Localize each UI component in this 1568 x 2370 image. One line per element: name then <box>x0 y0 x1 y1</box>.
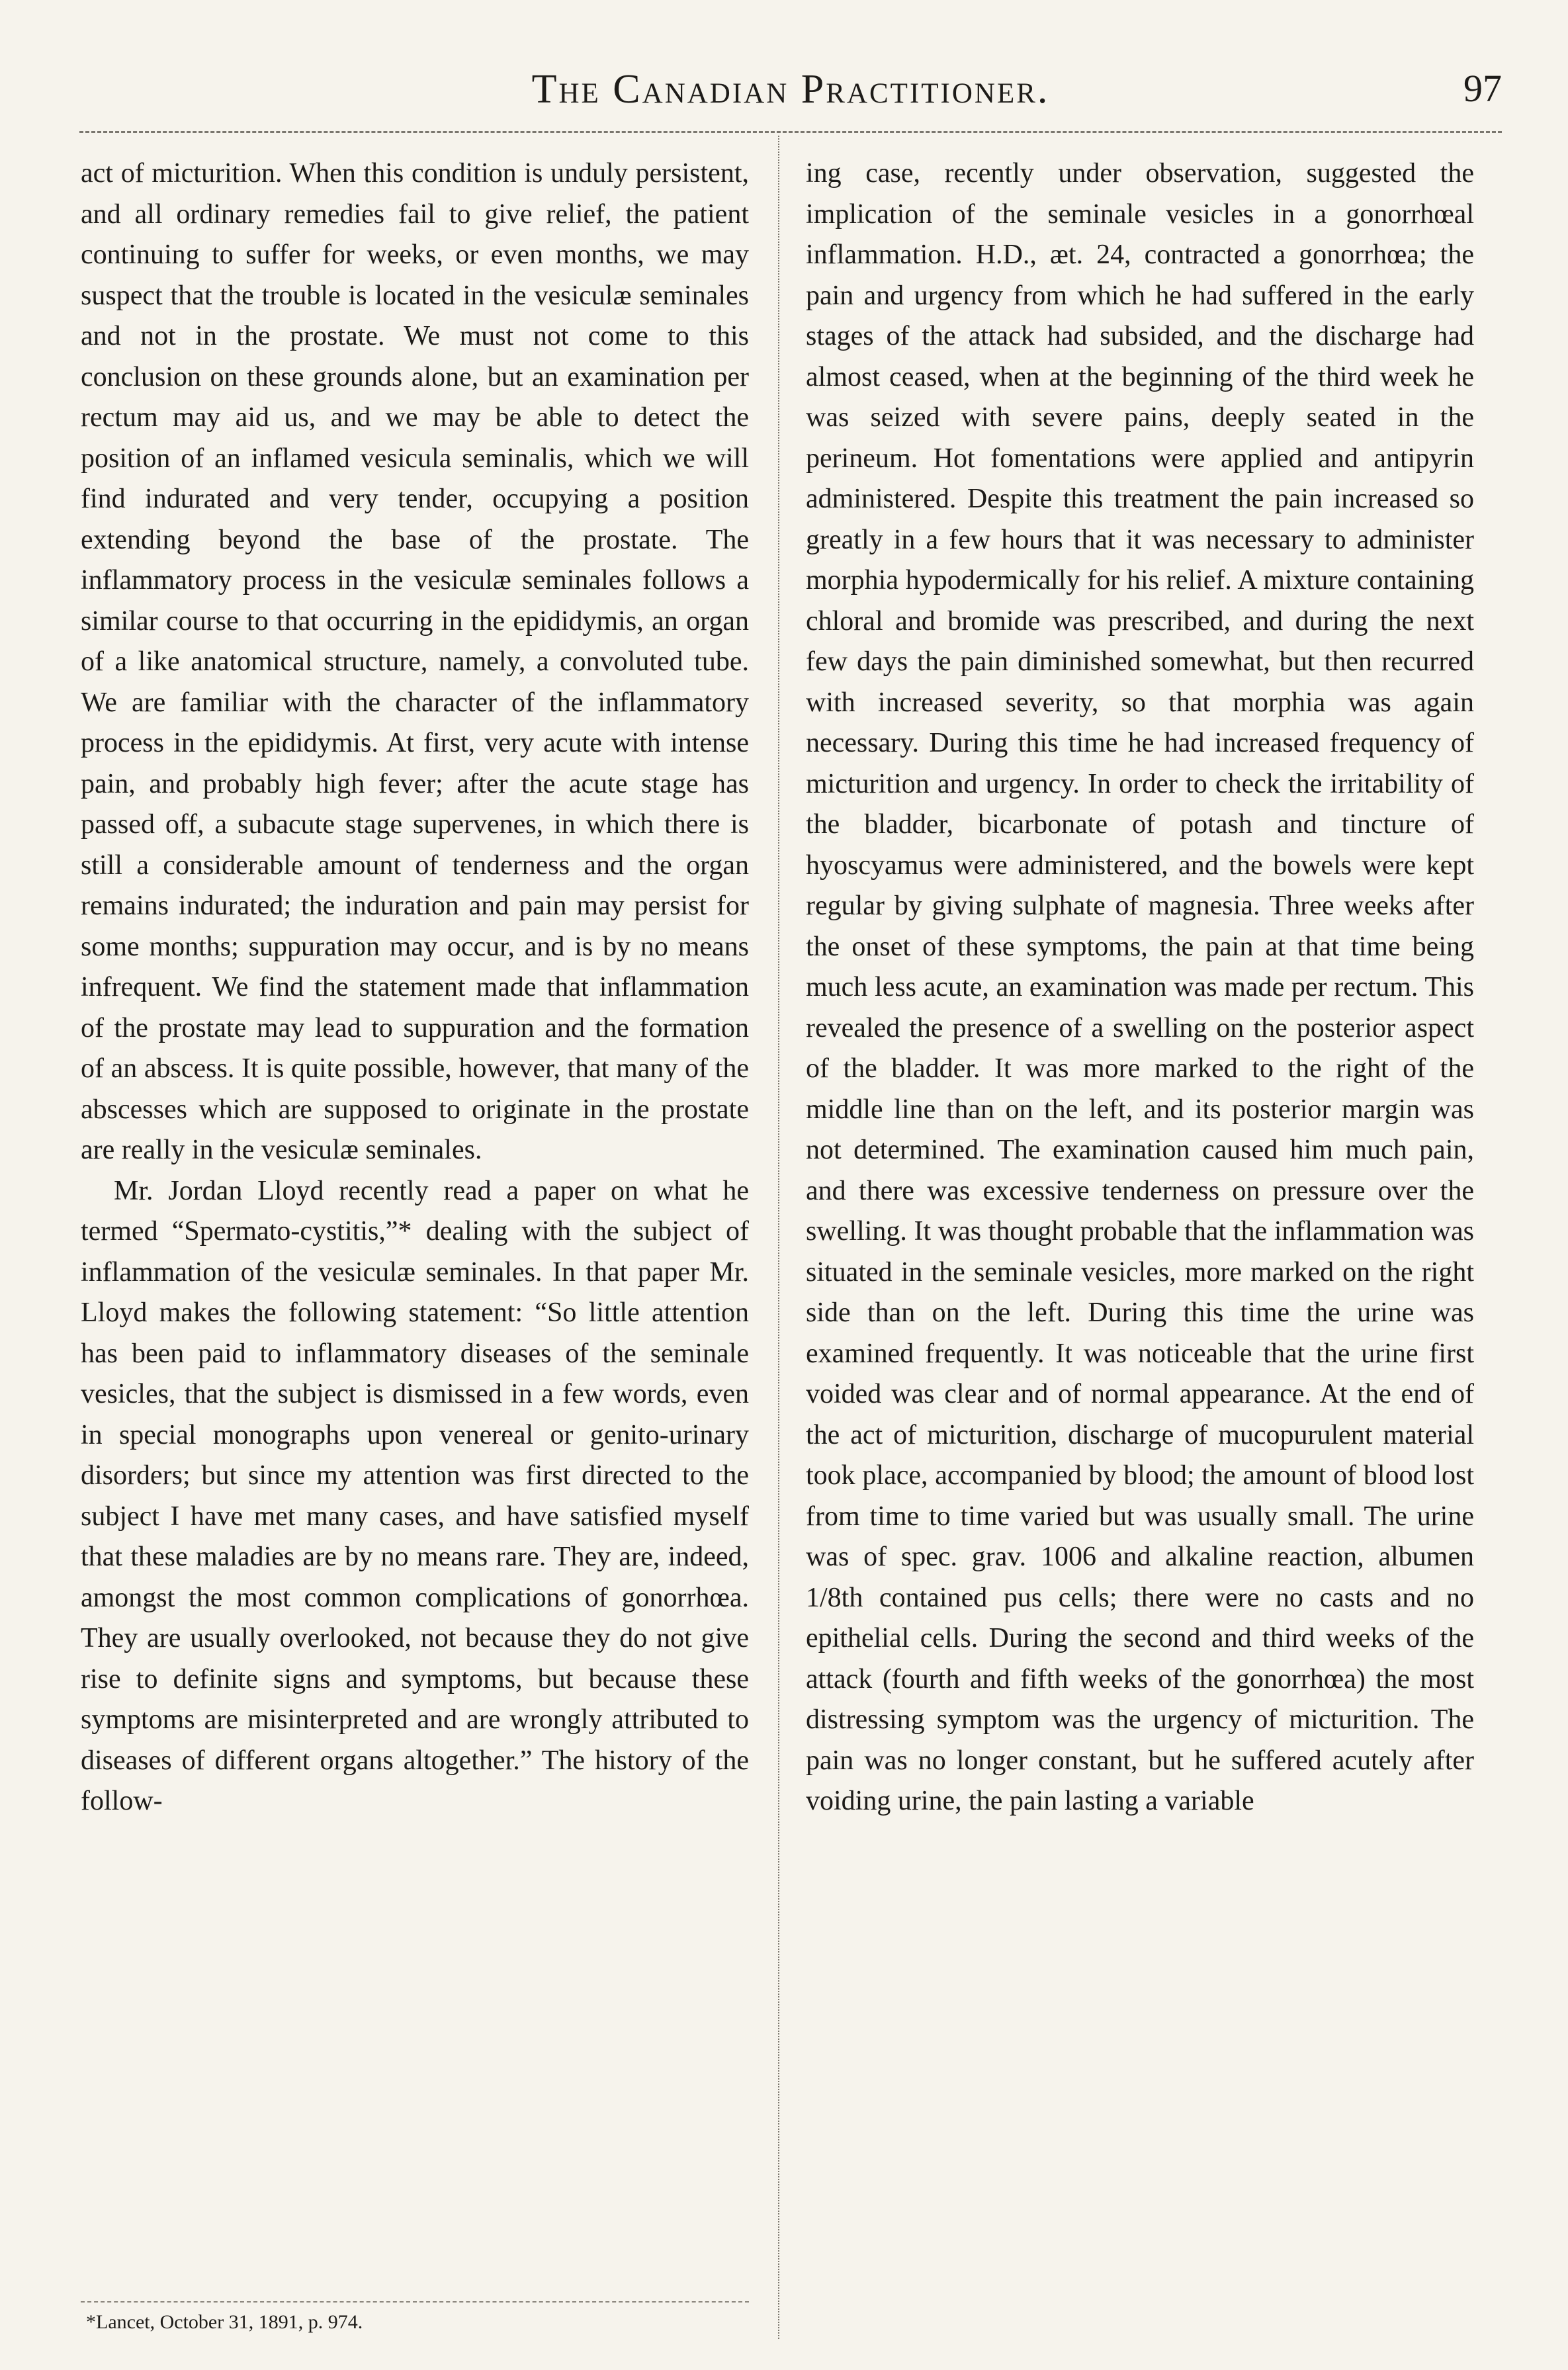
left-column <box>81 154 749 1822</box>
footnote: *Lancet, October 31, 1891, p. 974. <box>86 2311 363 2333</box>
left-paragraph-1: act of micturition. When this condition is unduly persistent, and all ordinary remedies fail to give relief, the patient continuing to suffer for weeks, or even months, we may suspect that the trouble is located in the vesiculæ seminales and not in the prostate. We must not come to this conclusion on these grounds alone, but an examination per rectum may aid us, and we may be able to detect the position of an inflamed vesicula seminalis, which we will find indurated and very tender, occupying a position extending beyond the base of the prostate. The inflammatory process in the vesiculæ seminales follows a similar course to that occurring in the epididymis, an organ of a like anatomical structure, namely, a convoluted tube. We are familiar with the character of the inflammatory process in the epididymis. At first, very acute with intense pain, and probably high fever; after the acute stage has passed off, a subacute stage supervenes, in which there is still a considerable amount of tenderness and the organ remains indurated; the induration and pain may persist for some months; suppuration may occur, and is by no means infrequent. We find the statement made that inflammation of the prostate may lead to suppuration and the formation of an abscess. It is quite possible, however, that many of the abscesses which are supposed to originate in the prostate are really in the vesiculæ seminales. <box>81 158 749 1165</box>
left-paragraph-2: Mr. Jordan Lloyd recently read a paper on what he termed “Spermato-cystitis,”* dealing with the subject of inflammation of the vesiculæ seminales. In that paper Mr. Lloyd makes the following statement: “So little attention has been paid to inflammatory diseases of the seminale vesicles, that the subject is dismissed in a few words, even in special monographs upon venereal or genito-urinary disorders; but since my attention was first directed to the subject I have met many cases, and have satisfied myself that these maladies are by no means rare. They are, indeed, amongst the most common complications of gonorrhœa. They are usually overlooked, not because they do not give rise to definite signs and symptoms, but because these symptoms are misinterpreted and are wrongly attributed to diseases of different organs altogether.” The history of the follow- <box>81 1175 749 1816</box>
page-number: 97 <box>1463 67 1502 110</box>
column-divider <box>778 136 779 2339</box>
header-rule <box>79 131 1502 133</box>
right-column <box>806 154 1474 1822</box>
footnote-rule <box>81 2301 749 2303</box>
page-header <box>79 66 1502 146</box>
right-paragraph-1: ing case, recently under observation, suggested the implication of the seminale vesicles in a gonorrhœal inflammation. H.D., æt. 24, contracted a gonorrhœa; the pain and urgency from which he had suffered in the early stages of the attack had subsided, and the discharge had almost ceased, when at the beginning of the third week he was seized with severe pains, deeply seated in the perineum. Hot fomentations were applied and antipyrin administered. Despite this treatment the pain increased so greatly in a few hours that it was necessary to administer morphia hypodermically for his relief. A mixture containing chloral and bromide was prescribed, and during the next few days the pain diminished somewhat, but then recurred with increased severity, so that morphia was again necessary. During this time he had increased frequency of micturition and urgency. In order to check the irritability of the bladder, bicarbonate of potash and tincture of hyoscyamus were administered, and the bowels were kept regular by giving sulphate of magnesia. Three weeks after the onset of these symptoms, the pain at that time being much less acute, an examination was made per rectum. This revealed the presence of a swelling on the posterior aspect of the bladder. It was more marked to the right of the middle line than on the left, and its posterior margin was not determined. The examination caused him much pain, and there was excessive tenderness on pressure over the swelling. It was thought probable that the inflammation was situated in the seminale vesicles, more marked on the right side than on the left. During this time the urine was examined frequently. It was noticeable that the urine first voided was clear and of normal appearance. At the end of the act of micturition, discharge of mucopurulent material took place, accompanied by blood; the amount of blood lost from time to time varied but was usually small. The urine was of spec. grav. 1006 and alkaline reaction, albumen 1/8th contained pus cells; there were no casts and no epithelial cells. During the second and third weeks of the attack (fourth and fifth weeks of the gonorrhœa) the most distressing symptom was the urgency of micturition. The pain was no longer constant, but he suffered acutely after voiding urine, the pain lasting a variable <box>806 158 1474 1816</box>
running-title: The Canadian Practitioner. <box>531 67 1050 112</box>
